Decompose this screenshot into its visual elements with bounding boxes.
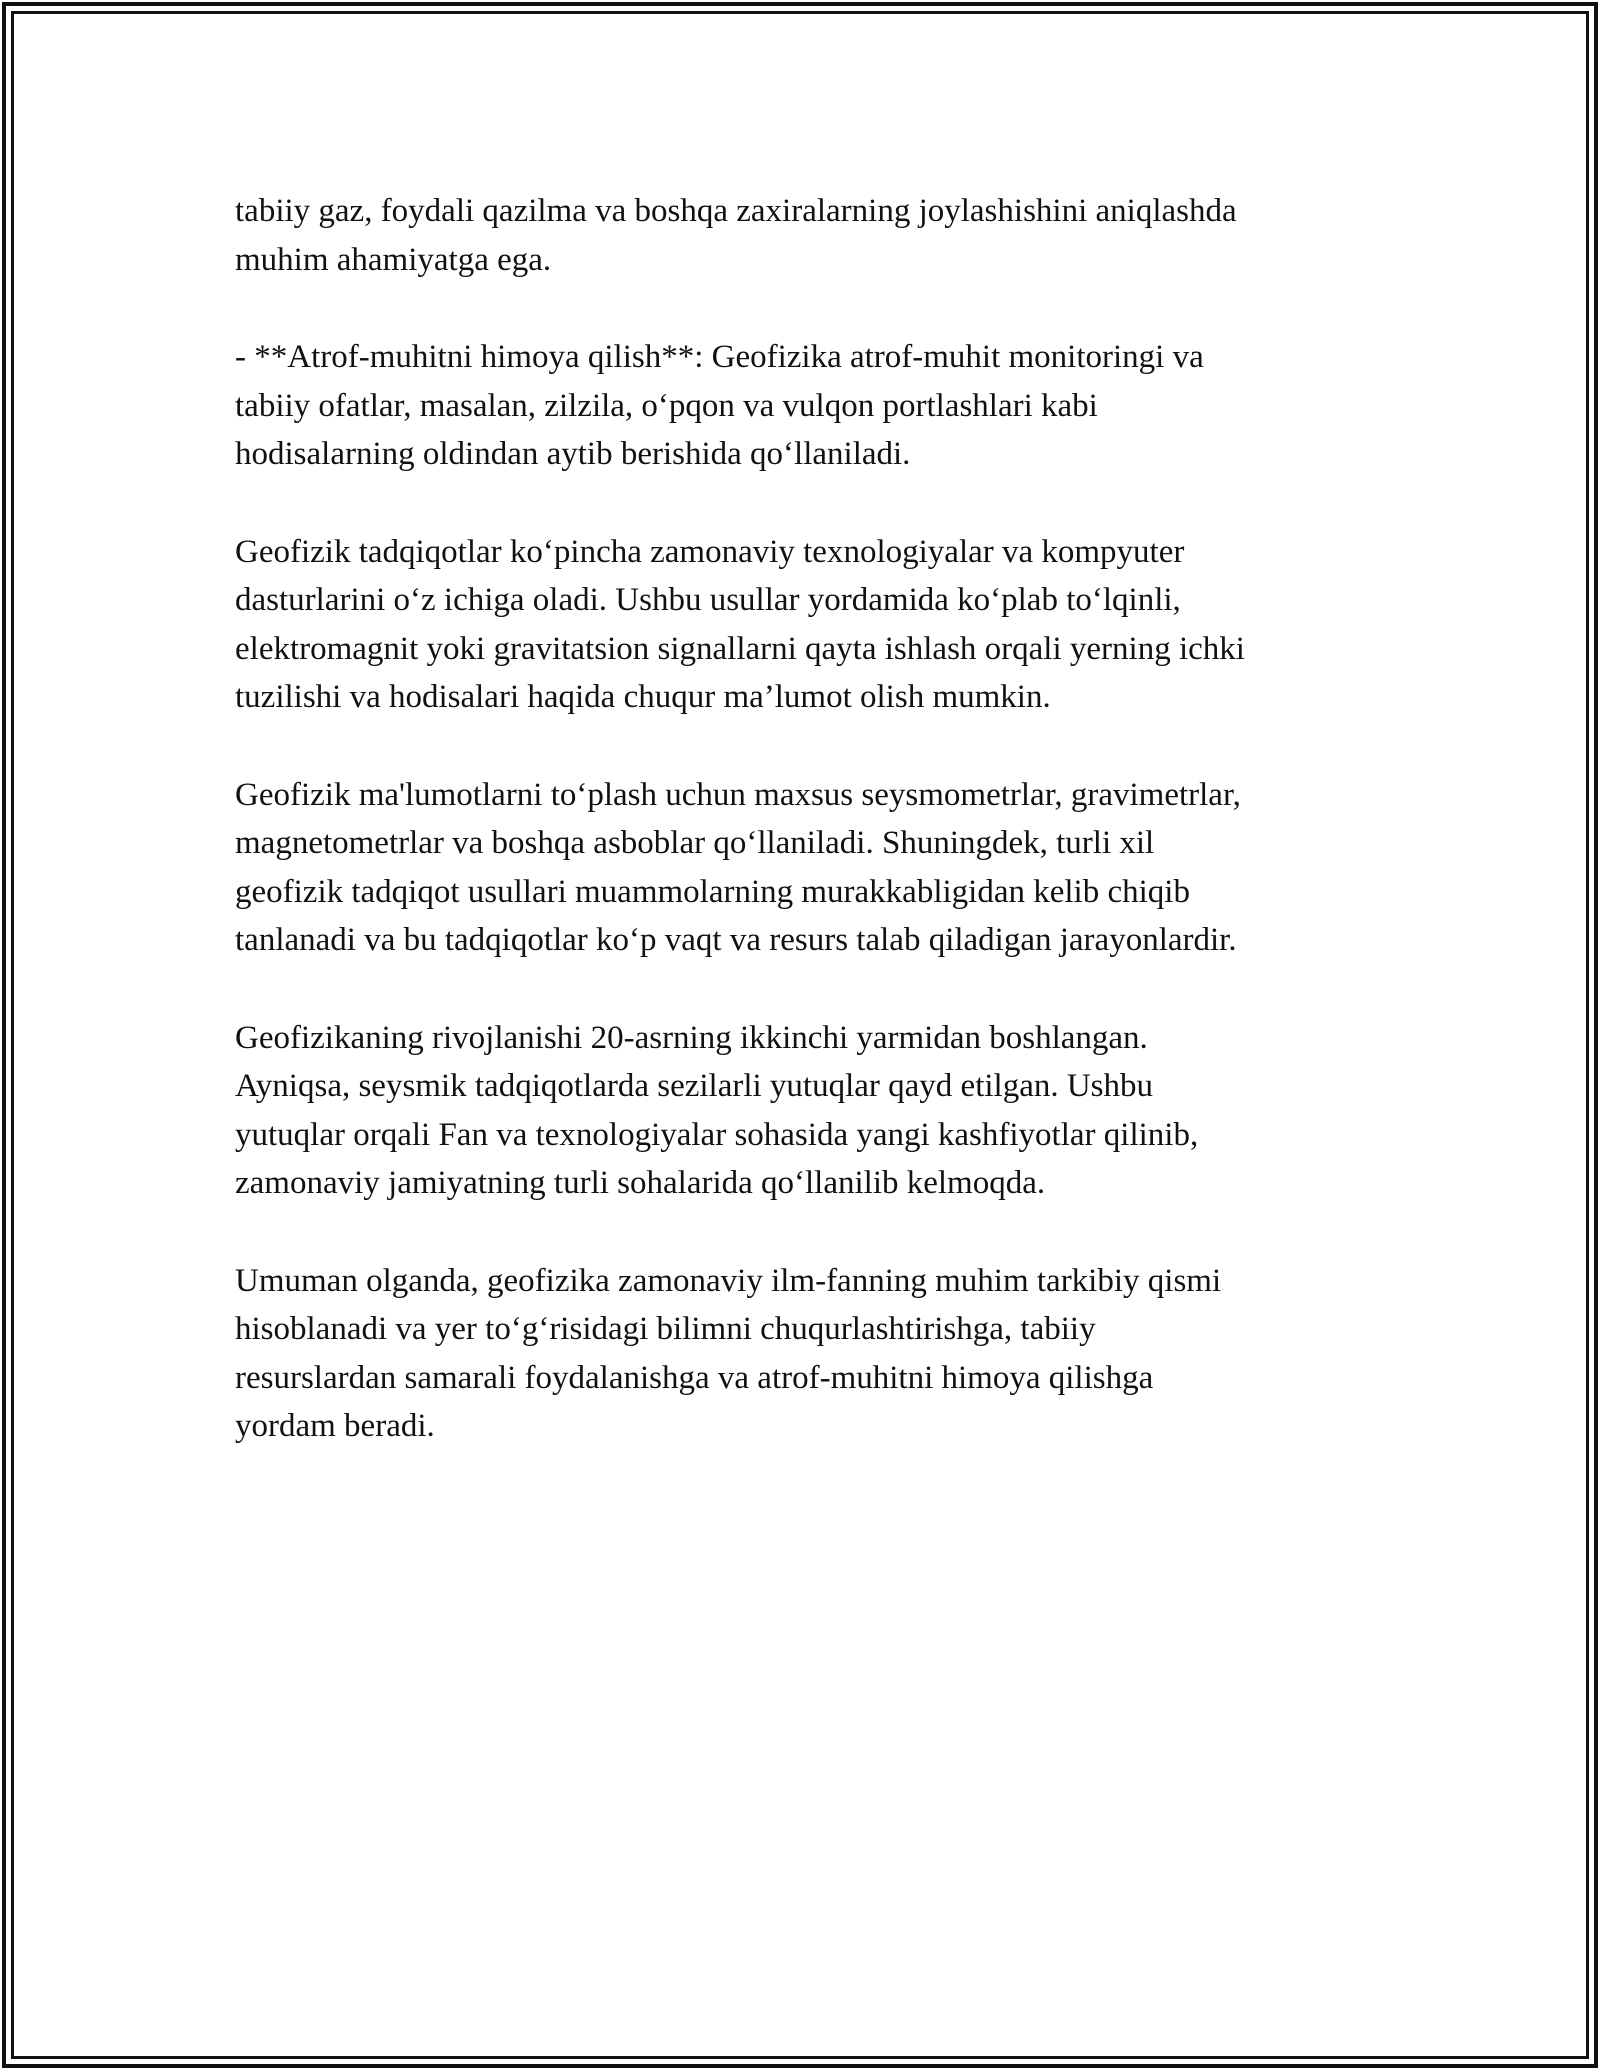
paragraph-technologies — [235, 528, 1395, 722]
text-line: hodisalarning oldindan aytib berishida qo‘llaniladi. — [235, 436, 911, 472]
text-line: yordam beradi. — [235, 1408, 435, 1444]
paragraph-history — [235, 1014, 1395, 1208]
text-line: muhim ahamiyatga ega. — [235, 241, 552, 278]
text-line: tanlanadi va bu tadqiqotlar ko‘p vaqt va resurs talab qiladigan jarayonlardir. — [235, 922, 1237, 958]
text-line: hisoblanadi va yer to‘g‘risidagi bilimni chuqurlashtirishga, tabiiy — [235, 1311, 1096, 1347]
paragraph-instruments — [235, 771, 1395, 965]
text-line: tuzilishi va hodisalari haqida chuqur ma’lumot olish mumkin. — [235, 679, 1051, 715]
text-line: Geofizikaning rivojlanishi 20-asrning ikkinchi yarmidan boshlangan. — [235, 1019, 1148, 1056]
text-line: geofizik tadqiqot usullari muammolarning murakkabligidan kelib chiqib — [235, 873, 1190, 910]
text-line: - **Atrof-muhitni himoya qilish**: Geofizika atrof-muhit monitoringi va — [235, 339, 1204, 375]
text-line: elektromagnit yoki gravitatsion signallarni qayta ishlash orqali yerning ichki — [235, 630, 1245, 667]
text-line: Geofizik ma'lumotlarni to‘plash uchun maxsus seysmometrlar, gravimetrlar, — [235, 776, 1241, 813]
text-line: tabiiy gaz, foydali qazilma va boshqa zaxiralarning joylashishini aniqlashda — [235, 193, 1237, 229]
text-line: Umuman olganda, geofizika zamonaviy ilm-fanning muhim tarkibiy qismi — [235, 1262, 1222, 1299]
text-line: zamonaviy jamiyatning turli sohalarida qo‘llanilib kelmoqda. — [235, 1165, 1046, 1201]
text-line: dasturlarini o‘z ichiga oladi. Ushbu usullar yordamida ko‘plab to‘lqinli, — [235, 582, 1181, 618]
text-line: Ayniqsa, seysmik tadqiqotlarda sezilarli yutuqlar qayd etilgan. Ushbu — [235, 1068, 1154, 1104]
text-line: tabiiy ofatlar, masalan, zilzila, o‘pqon va vulqon portlashlari kabi — [235, 387, 1098, 424]
document-body — [235, 187, 1395, 1500]
text-line: Geofizik tadqiqotlar ko‘pincha zamonaviy texnologiyalar va kompyuter — [235, 533, 1185, 570]
paragraph-conclusion — [235, 1257, 1395, 1451]
text-line: resurslardan samarali foydalanishga va atrof-muhitni himoya qilishga — [235, 1359, 1154, 1396]
paragraph-environment-protection — [235, 333, 1395, 479]
text-line: magnetometrlar va boshqa asboblar qo‘llaniladi. Shuningdek, turli xil — [235, 825, 1155, 861]
paragraph-resources-continued — [235, 187, 1395, 284]
text-line: yutuqlar orqali Fan va texnologiyalar sohasida yangi kashfiyotlar qilinib, — [235, 1116, 1199, 1153]
